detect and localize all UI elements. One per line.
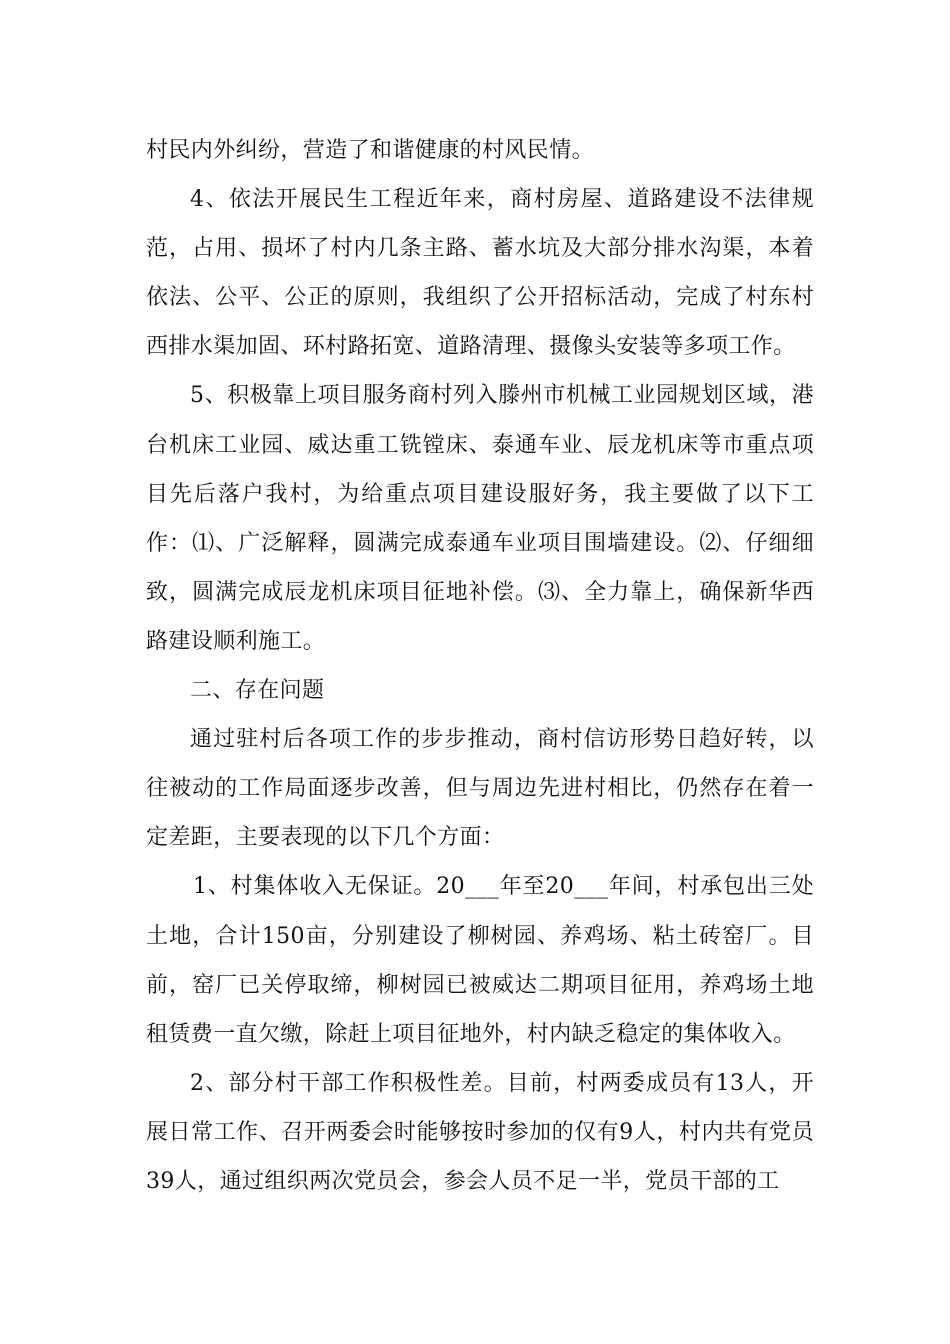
- paragraph-3: 5、积极靠上项目服务商村列入滕州市机械工业园规划区域，港台机床工业园、威达重工铣镗床、泰通车业、辰龙机床等市重点项目先后落户我村，为给重点项目建设服好务，我主要做了以下工作：⑴、广泛解释，圆满完成泰通车业项目围墙建设。⑵、仔细细致，圆满完成辰龙机床项目征地补偿。⑶、全力靠上，确保新华西路建设顺利施工。: [146, 383, 814, 654]
- paragraph-2: 4、依法开展民生工程近年来，商村房屋、道路建设不法律规范，占用、损坏了村内几条主路、蓄水坑及大部分排水沟渠，本着依法、公平、公正的原则，我组织了公开招标活动，完成了村东村西排水渠加固、环村路拓宽、道路清理、摄像头安装等多项工作。: [146, 187, 814, 360]
- paragraph-7: 2、部分村干部工作积极性差。目前，村两委成员有13人，开展日常工作、召开两委会时能够按时参加的仅有9人，村内共有党员39人，通过组织两次党员会，参会人员不足一半，党员干部的工: [146, 1070, 814, 1194]
- paragraph-6: 1、村集体收入无保证。20___年至20___年间，村承包出三处土地，合计150亩，分别建设了柳树园、养鸡场、粘土砖窑厂。目前，窑厂已关停取缔，柳树园已被威达二期项目征用，养鸡场土地租赁费一直欠缴，除赶上项目征地外，村内缺乏稳定的集体收入。: [146, 874, 814, 1047]
- document-body: [146, 126, 814, 1206]
- paragraph-1: 村民内外纠纷，营造了和谐健康的村风民情。: [146, 138, 595, 163]
- paragraph-5: 通过驻村后各项工作的步步推动，商村信访形势日趋好转，以往被动的工作局面逐步改善，但与周边先进村相比，仍然存在着一定差距，主要表现的以下几个方面：: [146, 727, 814, 851]
- section-heading: 二、存在问题: [190, 678, 325, 704]
